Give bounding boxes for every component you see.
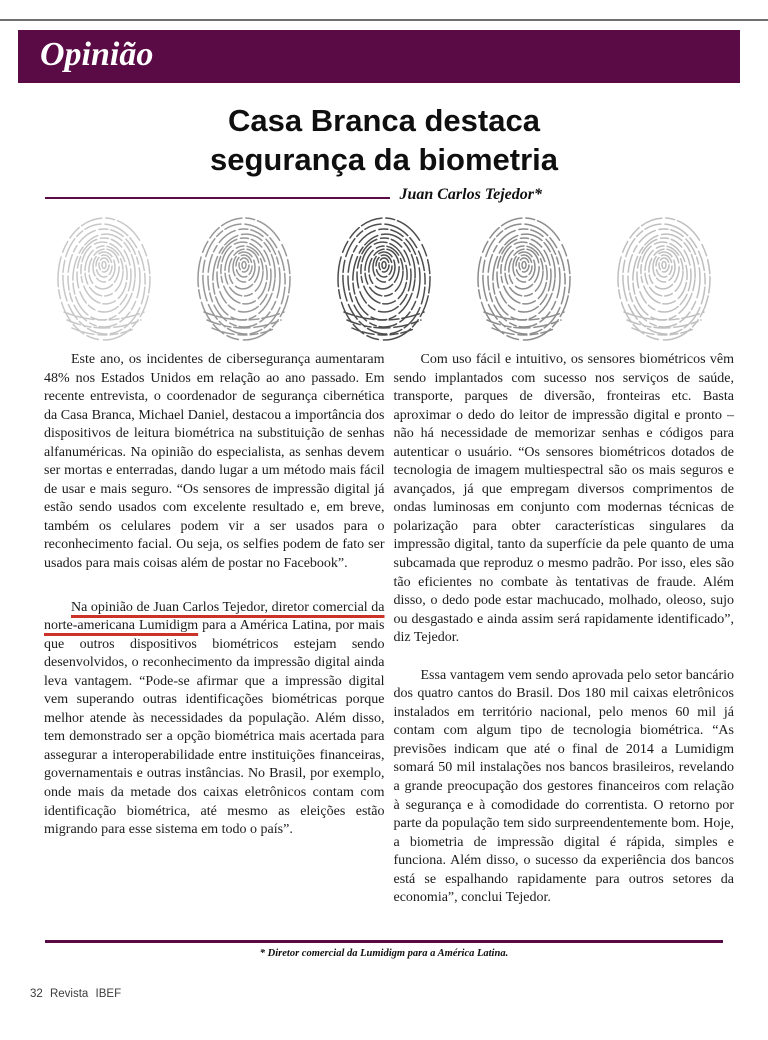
paragraph-text: para a América Latina, por mais que outros dispositivos biométricos estejam sendo desenvolvidos, o reconhecimento da impressão digital ainda leva vantagem. “Pode-se afirmar que a impressão digital vem superando outras identificações biométricas porque melhor atende às necessidades da população. Além disso, tem demonstrado ser a opção biométrica mais acertada para assegurar a interoperabilidade entre instituições financeiras, governamentais e outras instâncias. No Brasil, por exemplo, onde mais da metade dos caixas eletrônicos contam com identificação biométrica, até mesmo as eleições estão migrando para esse sistema em todo o país”. [44,618,385,838]
footnote: * Diretor comercial da Lumidigm para a América Latina. [259,948,509,959]
byline-rule [45,197,390,199]
byline-row [45,186,542,204]
footnote-rule [45,940,723,943]
fingerprint-strip [52,213,716,345]
paragraph [44,599,385,840]
right-column [394,351,735,908]
fingerprint-image [192,214,296,344]
page-top-rule [0,19,768,21]
section-header-band [18,30,740,83]
fingerprint-image [52,214,156,344]
fingerprint-image [332,214,436,344]
fingerprint-image [472,214,576,344]
article-title [0,101,768,179]
article-title-line1: Casa Branca destaca [228,103,540,138]
paragraph: Este ano, os incidentes de cibersegurança aumentaram 48% nos Estados Unidos em relação ao ano passado. Em recente entrevista, o coordenador de segurança cibernética da Casa Branca, Michael Daniel, destacou a importância dos dispositivos de leitura biométrica na substituição de senhas alfanuméricas. Na opinião do especialista, as senhas devem ser mortas e enterradas, dando lugar a um método mais fácil de usar e mais seguro. “Os sensores de impressão digital já estão sendo usados com excelente resultado e, em breve, também os celulares podem vir a ser usados para o reconhecimento facial. Ou seja, os selfies podem de fato ser usados para mais coisas além de postar no Facebook”. [44,352,385,572]
red-underlined-text: Na opinião de Juan Carlos Tejedor, diretor comercial da norte-americana Lumidigm [44,599,385,634]
article-body [44,351,734,908]
page-number: 32 Revista IBEF [30,988,122,1000]
byline-author: Juan Carlos Tejedor* [399,186,542,203]
section-label: Opinião [40,36,154,73]
paragraph: Com uso fácil e intuitivo, os sensores biométricos vêm sendo implantados com sucesso nos serviços de saúde, transporte, parques de diversão, fronteiras etc. Basta aproximar o dedo do leitor de impressão digital e pronto – não há necessidade de memorizar senhas e códigos para autenticar o usuário. “Os sensores biométricos dotados de tecnologia de imagem multiespectral são os mais seguros e avançados, já que empregam diversos comprimentos de ondas luminosas em conjunto com modernas técnicas de polarização para obter características singulares da impressão digital, tanto da superfície da pele quanto de uma subcamada que reproduz o mesmo padrão. Por isso, eles são tão eficientes no combate às tentativas de fraude. Além disso, o dedo pode estar machucado, molhado, oleoso, sujo ou desgastado e ainda assim será rapidamente identificado”, diz Tejedor. [393,352,734,646]
fingerprint-image [612,214,716,344]
left-column [44,351,385,908]
article-title-line2: segurança da biometria [209,142,558,177]
paragraph: Essa vantagem vem sendo aprovada pelo setor bancário dos quatro cantos do Brasil. Dos 180 mil caixas eletrônicos instalados em território nacional, pelo menos 60 mil já contam com algum tipo de tecnologia biométrica. “As previsões indicam que até o final de 2014 a Lumidigm somará 50 mil instalações nos bancos brasileiros, revelando a grande preocupação dos gestores financeiros com relação à segurança e à comodidade do correntista. O retorno por parte da população tem sido surpreendentemente bom. Hoje, a biometria de impressão digital é rápida, simples e funciona. Além disso, o sucesso da experiência dos bancos está se espalhando rapidamente para outros setores da economia”, conclui Tejedor. [393,667,734,906]
